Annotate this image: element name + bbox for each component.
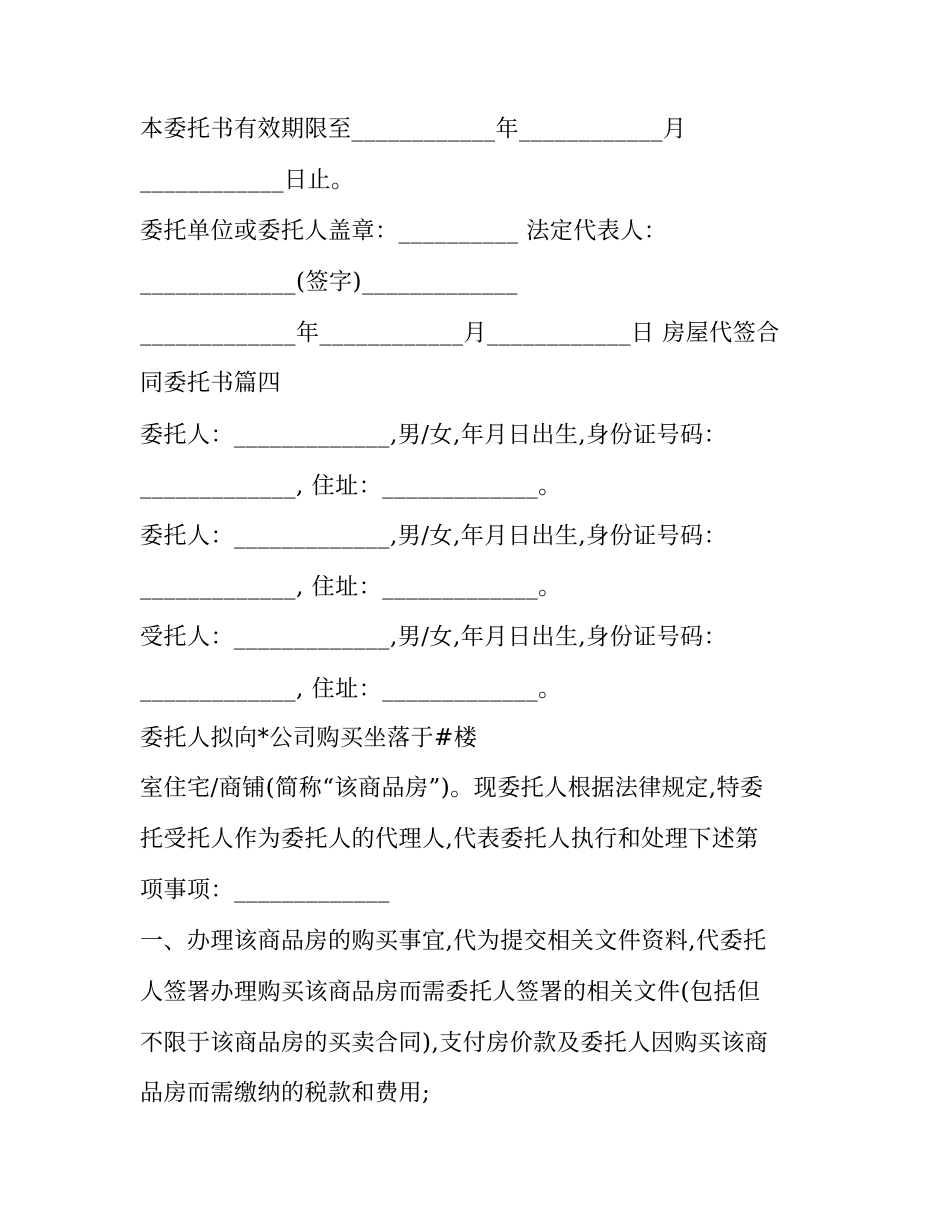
agent-line: 受托人：_____________,男/女,年月日出生,身份证号码：	[140, 624, 728, 650]
principal-2-address-line: _____________, 住址：_____________。	[140, 574, 562, 600]
signature-line: _____________(签字)_____________	[140, 269, 518, 295]
section-heading: 同委托书篇四	[140, 370, 281, 396]
paragraph-line: 托受托人作为委托人的代理人,代表委托人执行和处理下述第	[140, 826, 759, 852]
paragraph-line: 项事项：_____________	[140, 877, 390, 903]
date-heading-line: _____________年____________月____________日 房屋代签合	[140, 320, 780, 346]
principal-1-line: 委托人：_____________,男/女,年月日出生,身份证号码：	[140, 422, 728, 448]
agent-address-line: _____________, 住址：_____________。	[140, 676, 562, 702]
item-one-line: 不限于该商品房的买卖合同),支付房价款及委托人因购买该商	[140, 1030, 769, 1056]
item-one-line: 品房而需缴纳的税款和费用;	[140, 1080, 431, 1106]
principal-1-address-line: _____________, 住址：_____________。	[140, 473, 562, 499]
paragraph-line: 委托人拟向*公司购买坐落于#楼	[140, 725, 478, 751]
paragraph-line: 室住宅/商铺(简称“该商品房”)。现委托人根据法律规定,特委	[140, 775, 764, 801]
item-one-line: 一、办理该商品房的购买事宜,代为提交相关文件资料,代委托	[140, 928, 767, 954]
validity-period-line: 本委托书有效期限至____________年____________月	[140, 116, 687, 142]
validity-end-line: ____________日止。	[140, 167, 355, 193]
item-one-line: 人签署办理购买该商品房而需委托人签署的相关文件(包括但	[140, 979, 761, 1005]
seal-line: 委托单位或委托人盖章：__________ 法定代表人：	[140, 218, 668, 244]
principal-2-line: 委托人：_____________,男/女,年月日出生,身份证号码：	[140, 523, 728, 549]
